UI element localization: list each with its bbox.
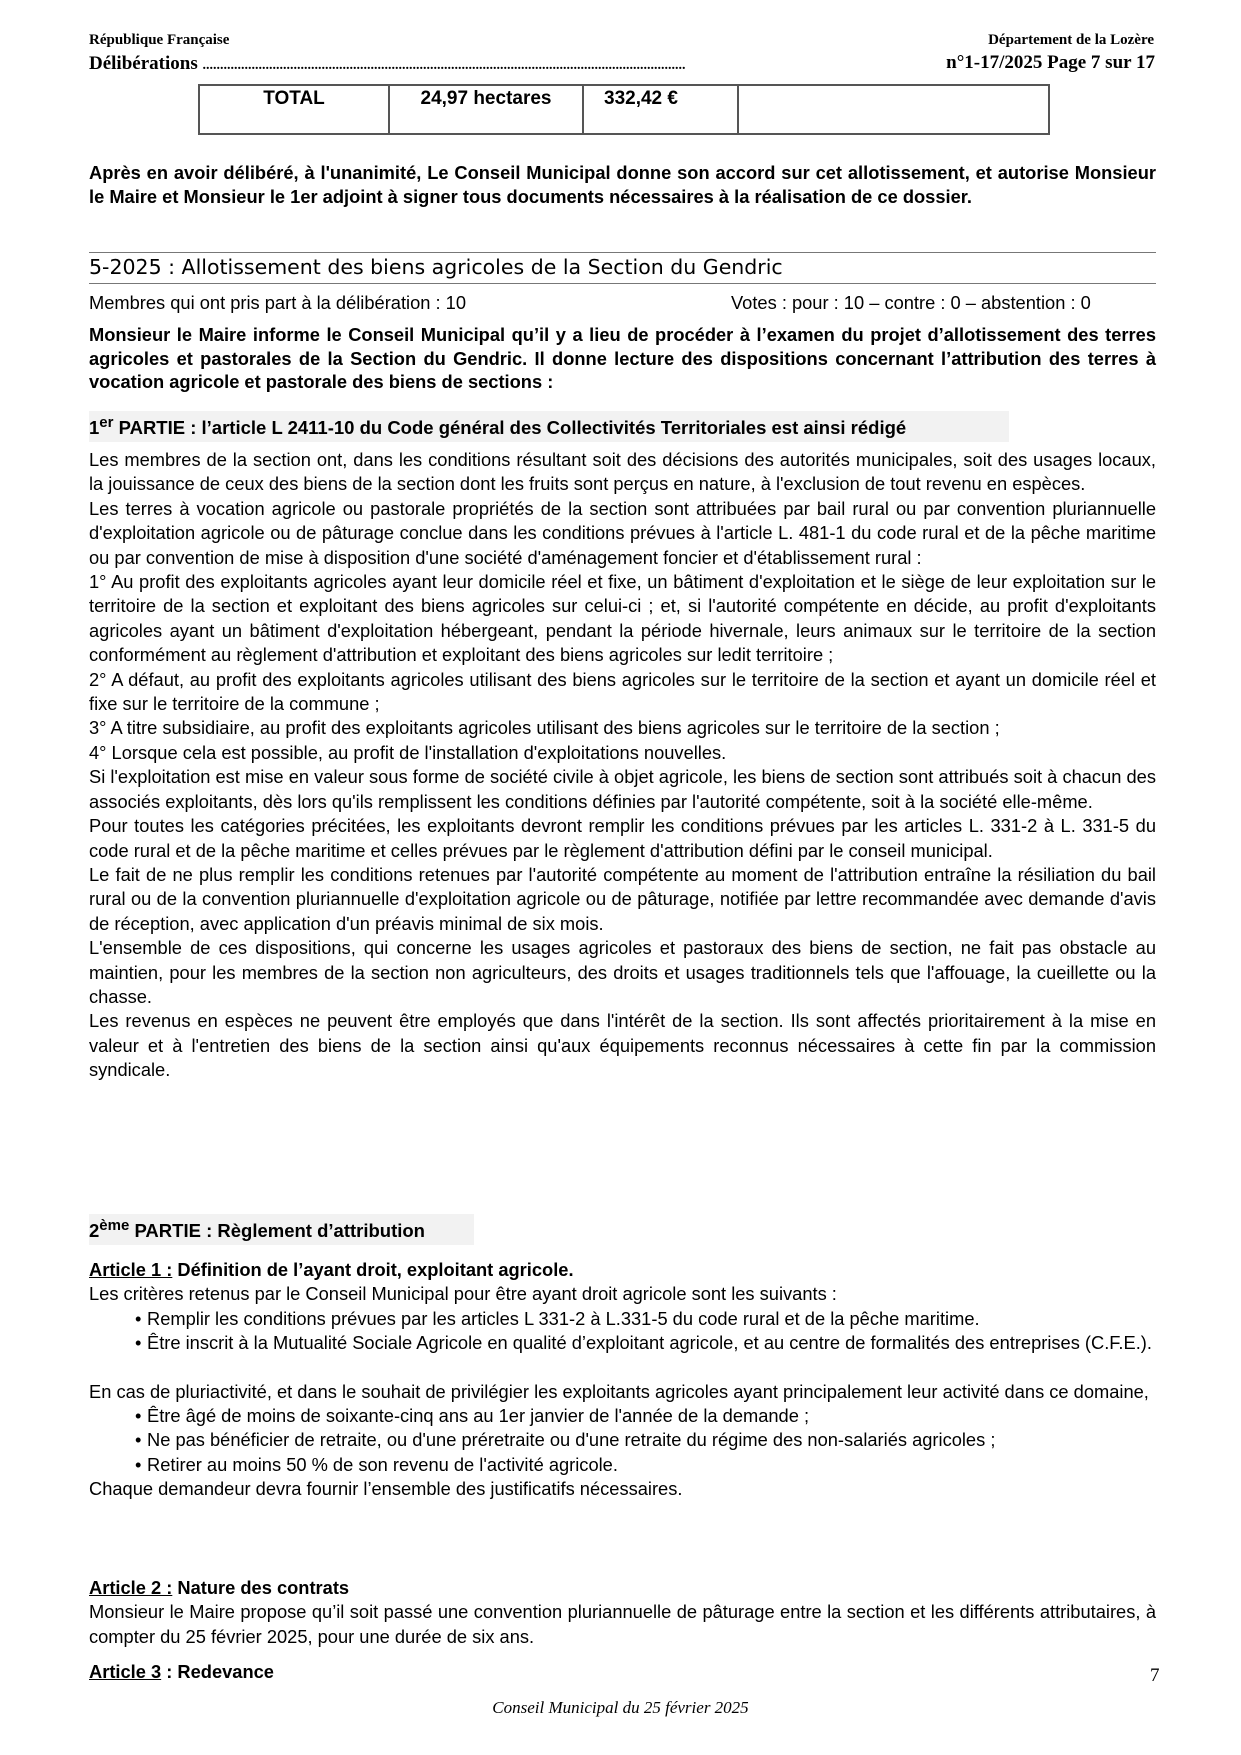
partie1-paragraph: L'ensemble de ces dispositions, qui concerne les usages agricoles et pastoraux des biens de section, ne fait pas obstacle au maintien, pour les membres de la section non agriculteurs, des droits et usages traditionnels tels que l'affouage, la cueillette ou la chasse.: [89, 937, 1156, 1007]
article1-criteria-list: [135, 1307, 1156, 1356]
article2-block: [89, 1576, 1156, 1649]
total-table: [198, 84, 1050, 135]
header-departement: Département de la Lozère: [988, 32, 1154, 48]
partie1-paragraph: Si l'exploitation est mise en valeur sous forme de société civile à objet agricole, les biens de section sont attribués soit à chacun des associés exploitants, dès lors qu'ils remplissent les conditions définies par l'autorité compétente, soit à la société elle-même.: [89, 766, 1156, 812]
list-item: • Être inscrit à la Mutualité Sociale Agricole en qualité d’exploitant agricole, et au centre de formalités des entreprises (C.F.E.).: [135, 1331, 1156, 1355]
partie1-paragraph: Les terres à vocation agricole ou pastorale propriétés de la section sont attribuées par bail rural ou par convention pluriannuelle d'exploitation agricole ou de pâturage conclue dans les conditions prévues à l'article L. 481-1 du code rural et de la pêche maritime ou par convention de mise à disposition d'une société d'aménagement foncier et d'établissement rural :: [89, 497, 1156, 568]
partie1-number: 1: [89, 417, 100, 439]
partie1-body: [89, 448, 1156, 1083]
article3-label: Article 3: [89, 1661, 162, 1682]
partie1-paragraph: 3° A titre subsidiaire, au profit des exploitants agricoles utilisant des biens agricoles sur le territoire de la section ;: [89, 717, 1000, 739]
table-row: [199, 85, 1049, 134]
total-blank-cell: [738, 85, 1049, 134]
header-deliberations-label: Délibérations: [89, 53, 198, 74]
list-item: • Ne pas bénéficier de retraite, ou d'une préretraite ou d'une retraite du régime des non-salariés agricoles ;: [135, 1428, 1156, 1452]
header-dots: ..........................................................................................................................................: [202, 58, 686, 73]
section-top-rule: [89, 252, 1156, 253]
partie1-paragraph: Le fait de ne plus remplir les conditions retenues par l'autorité compétente au moment de l'attribution entraîne la résiliation du bail rural ou de la convention pluriannuelle d'exploitation agricole ou de pâturage, notifiée par lettre recommandée avec demande d'avis de réception, avec application d'un préavis minimal de six mois.: [89, 863, 1156, 934]
page-number: 7: [1150, 1665, 1160, 1686]
partie1-sup: er: [99, 414, 114, 431]
article3-heading: [89, 1660, 274, 1684]
article1-heading: [89, 1258, 1156, 1282]
article1-title: Définition de l’ayant droit, exploitant agricole.: [172, 1259, 574, 1280]
article2-label: Article 2 :: [89, 1577, 173, 1598]
header-republique: République Française: [89, 32, 230, 48]
total-area-cell: 24,97 hectares: [389, 85, 583, 134]
partie1-paragraph: 4° Lorsque cela est possible, au profit de l'installation d'exploitations nouvelles.: [89, 741, 727, 763]
list-item: • Remplir les conditions prévues par les articles L 331-2 à L.331-5 du code rural et de la pêche maritime.: [135, 1307, 1156, 1331]
article1-label: Article 1 :: [89, 1259, 173, 1280]
partie2-number: 2: [89, 1220, 100, 1242]
partie1-paragraph: 2° A défaut, au profit des exploitants agricoles utilisant des biens agricoles sur le territoire de la section et ayant un domicile réel et fixe sur le territoire de la commune ;: [89, 668, 1156, 715]
article1-block: [89, 1258, 1156, 1502]
partie1-paragraph: Les membres de la section ont, dans les conditions résultant soit des décisions des autorités municipales, soit des usages locaux, la jouissance de ceux des biens de la section dont les fruits sont perçus en nature, à l'exclusion de tout revenu en espèces.: [89, 449, 1156, 495]
total-label-cell: TOTAL: [199, 85, 389, 134]
article2-text: Monsieur le Maire propose qu’il soit passé une convention pluriannuelle de pâturage entre la section et les différents attributaires, à compter du 25 février 2025, pour une durée de six ans.: [89, 1601, 1156, 1647]
header-reference: n°1-17/2025 Page 7 sur 17: [942, 52, 1155, 74]
partie1-heading: [89, 411, 1009, 442]
decision-paragraph: Après en avoir délibéré, à l'unanimité, Le Conseil Municipal donne son accord sur cet allotissement, et autorise Monsieur le Maire et Monsieur le 1er adjoint à signer tous documents nécessaires à la réalisation de ce dossier.: [89, 162, 1156, 208]
article2-heading: [89, 1576, 1156, 1600]
section-title: 5-2025 : Allotissement des biens agricoles de la Section du Gendric: [89, 255, 783, 279]
partie1-paragraph: Les revenus en espèces ne peuvent être employés que dans l'intérêt de la section. Ils sont affectés prioritairement à la mise en valeur et à l'entretien des biens de la section ainsi qu'aux équipements reconnus nécessaires à cette fin par la commission syndicale.: [89, 1010, 1156, 1081]
partie2-heading: [89, 1214, 474, 1245]
partie1-title: PARTIE : l’article L 2411-10 du Code général des Collectivités Territoriales est ainsi rédigé: [113, 417, 907, 439]
partie2-title: PARTIE : Règlement d’attribution: [129, 1220, 425, 1242]
list-item: • Être âgé de moins de soixante-cinq ans au 1er janvier de l'année de la demande ;: [135, 1404, 1156, 1428]
section-intro: Monsieur le Maire informe le Conseil Municipal qu’il y a lieu de procéder à l’examen du projet d’allotissement des terres agricoles et pastorales de la Section du Gendric. Il donne lecture des dispositions concernant l’attribution des terres à vocation agricole et pastorale des biens de sections :: [89, 324, 1156, 392]
partie1-paragraph: Pour toutes les catégories précitées, les exploitants devront remplir les conditions prévues par les articles L. 331-2 à L. 331-5 du code rural et de la pêche maritime et celles prévues par le règlement d'attribution défini par le conseil municipal.: [89, 815, 1156, 861]
section-bottom-rule: [89, 283, 1156, 284]
article1-intro: Les critères retenus par le Conseil Municipal pour être ayant droit agricole sont les suivants :: [89, 1283, 837, 1305]
list-item: • Retirer au moins 50 % de son revenu de l'activité agricole.: [135, 1453, 1156, 1477]
members-count: Membres qui ont pris part à la délibération : 10: [89, 292, 466, 313]
article1-closing: Chaque demandeur devra fournir l’ensemble des justificatifs nécessaires.: [89, 1478, 683, 1500]
article2-title: Nature des contrats: [172, 1577, 350, 1598]
partie1-paragraph: 1° Au profit des exploitants agricoles ayant leur domicile réel et fixe, un bâtiment d'exploitation et le siège de leur exploitation sur le territoire de la section et exploitant des biens agricoles sur celui-ci ; et, si l'autorité compétente en décide, au profit d'exploitants agricoles ayant un bâtiment d'exploitation hébergeant, pendant la période hivernale, leurs animaux sur le territoire de la section conformément au règlement d'attribution et exploitant des biens agricoles sur ledit territoire ;: [89, 571, 1156, 666]
total-amount-cell: 332,42 €: [583, 85, 738, 134]
footer-caption: Conseil Municipal du 25 février 2025: [492, 1698, 749, 1717]
article1-pluriactivite: En cas de pluriactivité, et dans le souhait de privilégier les exploitants agricoles ayant principalement leur activité dans ce domaine,: [89, 1380, 1149, 1402]
partie2-sup: ème: [99, 1217, 130, 1234]
votes-summary: Votes : pour : 10 – contre : 0 – abstention : 0: [731, 292, 1091, 313]
article1-pluriactivite-list: [135, 1404, 1156, 1477]
article3-title: : Redevance: [161, 1661, 274, 1682]
